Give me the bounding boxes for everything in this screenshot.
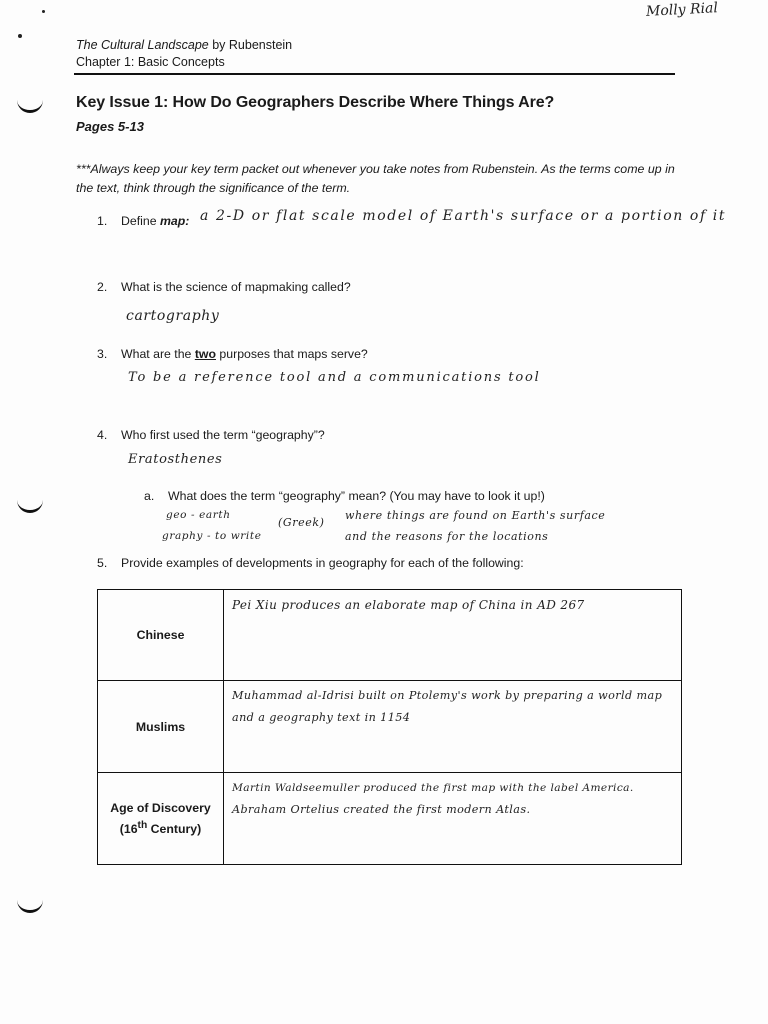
chapter-title: Chapter 1: Basic Concepts — [76, 55, 225, 69]
row-answer-cell-content — [224, 773, 681, 821]
answer-4: Eratosthenes — [128, 452, 223, 467]
row-answer-line1: Martin Waldseemuller produced the first map with the label America. — [232, 782, 634, 794]
question-1 — [97, 214, 189, 228]
question-prefix: Define — [121, 214, 160, 228]
scan-mark — [42, 10, 45, 13]
question-number: 4. — [97, 428, 108, 442]
label-superscript: th — [137, 819, 148, 831]
hole-punch-mark — [17, 500, 43, 513]
question-3 — [97, 347, 368, 361]
book-title: The Cultural Landscape — [76, 38, 209, 52]
student-signature: Molly Rial — [645, 0, 719, 20]
hole-punch-mark — [17, 100, 43, 113]
question-number: 5. — [97, 556, 108, 570]
question-text: What is the science of mapmaking called? — [121, 280, 351, 294]
key-issue-heading: Key Issue 1: How Do Geographers Describe Where Things Are? — [76, 94, 555, 111]
hole-punch-mark — [17, 900, 43, 913]
row-answer-cell — [224, 681, 682, 773]
row-label: Muslims — [98, 681, 224, 773]
question-text: Who first used the term “geography”? — [121, 428, 325, 442]
label-part: Century) — [147, 822, 202, 837]
question-text: What are the — [121, 347, 195, 361]
row-answer: Pei Xiu produces an elaborate map of China in AD 267 — [232, 598, 585, 612]
row-answer-cell — [224, 773, 682, 865]
question-number: a. — [144, 489, 155, 503]
answer-1: a 2-D or flat scale model of Earth's surface or a portion of it — [200, 208, 727, 224]
book-author: by Rubenstein — [208, 38, 293, 52]
label-part: (16 — [119, 822, 138, 837]
page-range: Pages 5-13 — [76, 119, 144, 134]
row-label — [98, 773, 224, 865]
question-number: 3. — [97, 347, 108, 361]
developments-table — [97, 589, 682, 865]
row-answer-line2: Abraham Ortelius created the first modern Atlas. — [232, 803, 531, 816]
row-answer: Muhammad al-Idrisi built on Ptolemy's work by preparing a world map and a geography text in 1154 — [232, 689, 663, 724]
table-row — [98, 773, 682, 865]
table-row — [98, 590, 682, 681]
answer-4a-geo: geo - earth — [166, 509, 231, 521]
question-4a — [144, 489, 545, 503]
answer-2: cartography — [126, 308, 220, 324]
answer-4a-graphy: graphy - to write — [162, 530, 262, 542]
question-emphasis: two — [194, 347, 216, 361]
book-header — [76, 37, 292, 71]
question-text: purposes that maps serve? — [216, 347, 368, 361]
answer-3: To be a reference tool and a communications tool — [128, 370, 541, 385]
row-label: Chinese — [98, 590, 224, 681]
instruction-note: ***Always keep your key term packet out whenever you take notes from Rubenstein. As the terms come up in the text, think through the significance of the term. — [76, 162, 675, 195]
row-answer-cell — [224, 590, 682, 681]
question-text: What does the term “geography” mean? (You may have to look it up!) — [168, 489, 545, 503]
header-divider — [74, 73, 675, 75]
question-5 — [97, 556, 524, 570]
row-label-line2 — [99, 817, 222, 838]
row-label-line1: Age of Discovery — [110, 800, 211, 815]
answer-4a-line2: and the reasons for the locations — [345, 530, 549, 543]
answer-4a-greek: (Greek) — [278, 516, 325, 529]
question-4 — [97, 428, 325, 442]
question-number: 2. — [97, 280, 108, 294]
question-term: map: — [159, 214, 190, 228]
question-text: Provide examples of developments in geography for each of the following: — [121, 556, 524, 570]
table-row — [98, 681, 682, 773]
answer-4a-line1: where things are found on Earth's surface — [345, 509, 606, 522]
question-2 — [97, 280, 351, 294]
scan-mark — [18, 34, 22, 38]
question-number: 1. — [97, 214, 108, 228]
